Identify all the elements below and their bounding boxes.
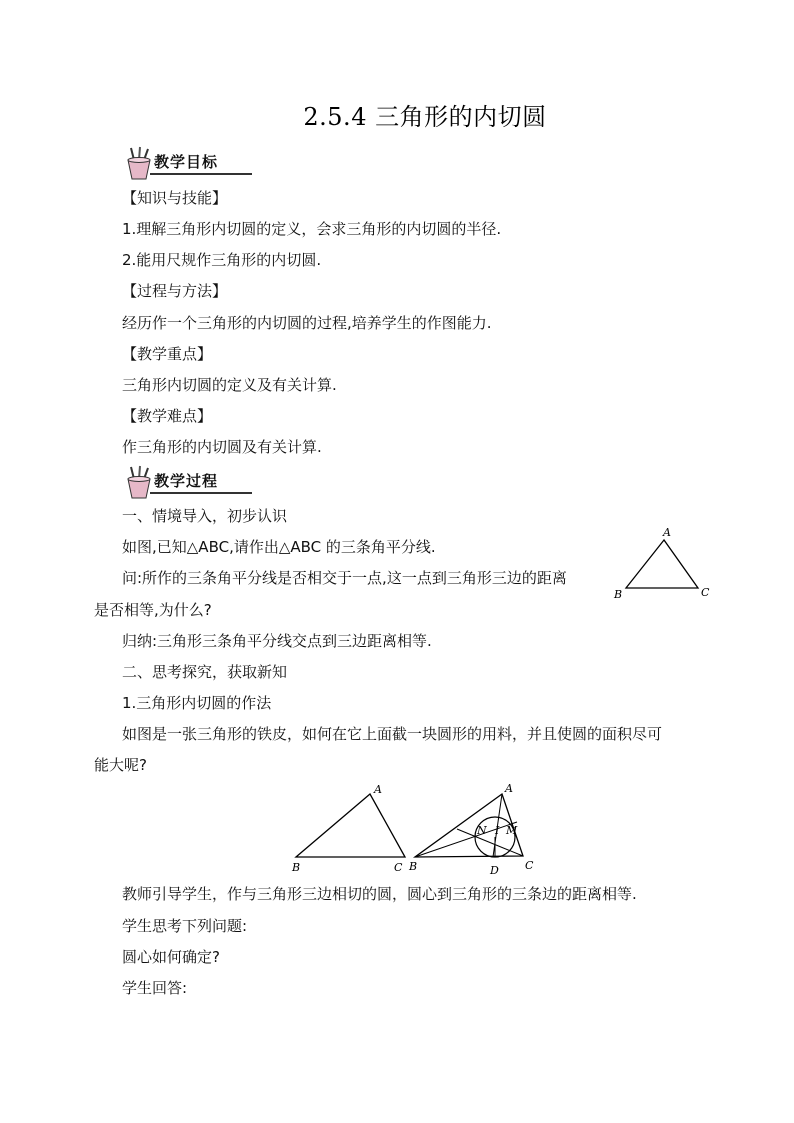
point-label-d: D (490, 864, 499, 877)
heading-process-method: 【过程与方法】 (122, 282, 228, 300)
teaching-goals-banner (122, 146, 252, 182)
triangle-shape (626, 540, 698, 588)
banner-underline (150, 492, 252, 494)
vertex-label-a: A (505, 782, 513, 795)
page-title: 2.5.4 三角形的内切圆 (303, 103, 547, 131)
point-label-m: M (506, 824, 518, 837)
goal-item-1: 1.理解三角形内切圆的定义，会求三角形的内切圆的半径. (122, 220, 502, 238)
heading-key-points: 【教学重点】 (122, 345, 213, 363)
paragraph-line: 学生回答: (122, 979, 188, 997)
section-1-heading: 一、情境导入，初步认识 (122, 507, 288, 525)
paragraph-line: 教师引导学生，作与三角形三边相切的圆，圆心到三角形的三条边的距离相等. (122, 885, 637, 903)
incircle-construction-figure (405, 778, 545, 880)
paragraph-line: 是否相等,为什么? (94, 601, 212, 619)
paragraph-line: 归纳:三角形三条角平分线交点到三边距离相等. (122, 632, 432, 650)
vertex-label-c: C (701, 586, 710, 599)
heading-difficulties: 【教学难点】 (122, 407, 213, 425)
vertex-label-b: B (614, 588, 623, 601)
paragraph-line: 学生思考下列问题: (122, 917, 248, 935)
banner-underline (150, 173, 252, 175)
point-label-i: I (495, 824, 500, 837)
point-label-n: N (477, 824, 487, 837)
teaching-process-label: 教学过程 (154, 472, 219, 490)
triangle-abc-figure (610, 522, 720, 602)
goal-item-2: 2.能用尺规作三角形的内切圆. (122, 251, 322, 269)
heading-knowledge-skills: 【知识与技能】 (122, 189, 228, 207)
vertex-label-a: A (663, 526, 671, 539)
process-text: 经历作一个三角形的内切圆的过程,培养学生的作图能力. (122, 314, 492, 332)
paragraph-line: 能大呢? (94, 756, 147, 774)
triangle-shape (296, 794, 405, 857)
teaching-process-banner (122, 465, 252, 501)
subsection-heading: 1.三角形内切圆的作法 (122, 694, 272, 712)
paragraph-line: 问:所作的三条角平分线是否相交于一点,这一点到三角形三边的距离 (122, 569, 567, 587)
paragraph-line: 如图是一张三角形的铁皮，如何在它上面截一块圆形的用料，并且使圆的面积尽可 (122, 725, 663, 743)
paragraph-line: 圆心如何确定? (122, 948, 220, 966)
vertex-label-c: C (525, 859, 534, 872)
vertex-label-c: C (394, 861, 403, 874)
difficulties-text: 作三角形的内切圆及有关计算. (122, 438, 322, 456)
vertex-label-b: B (292, 861, 301, 874)
paragraph-line: 如图,已知△ABC,请作出△ABC 的三条角平分线. (122, 538, 436, 556)
key-points-text: 三角形内切圆的定义及有关计算. (122, 376, 337, 394)
vertex-label-b: B (409, 860, 418, 873)
angle-bisector-b (415, 822, 517, 857)
teaching-goals-label: 教学目标 (154, 153, 219, 171)
metal-sheet-triangle-figure (284, 780, 414, 880)
section-2-heading: 二、思考探究，获取新知 (122, 663, 288, 681)
vertex-label-a: A (374, 783, 382, 796)
